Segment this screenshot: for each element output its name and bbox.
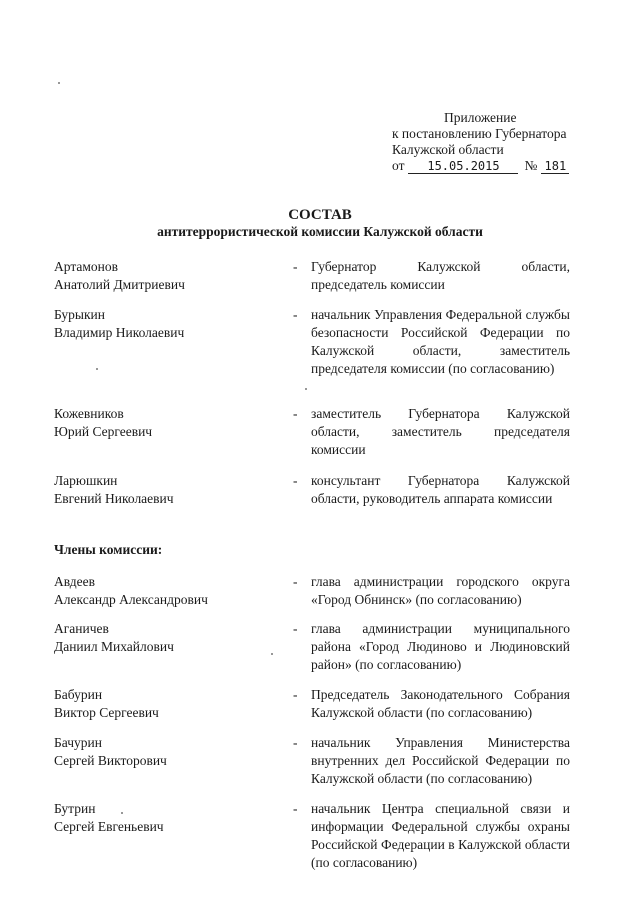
member-surname: Бутрин — [54, 801, 96, 816]
entry-dash: - — [293, 307, 298, 322]
member-name — [54, 800, 284, 836]
appendix-block — [392, 110, 569, 174]
member-surname: Ларюшкин — [54, 473, 118, 488]
member-surname: Бабурин — [54, 687, 103, 702]
document-title: СОСТАВ — [288, 207, 352, 223]
member-given-name: Даниил Михайлович — [54, 639, 174, 654]
entry-dash: - — [293, 406, 298, 421]
member-name — [54, 573, 284, 609]
member-name — [54, 620, 284, 656]
member-given-name: Евгений Николаевич — [54, 491, 174, 506]
member-given-name: Владимир Николаевич — [54, 325, 185, 340]
member-name — [54, 258, 284, 294]
appendix-title: Приложение — [444, 110, 517, 125]
member-role: Председатель Законодательного Собрания Калужской области (по согласованию) — [311, 687, 570, 720]
member-role: заместитель Губернатора Калужской области, заместитель председателя комиссии — [311, 406, 570, 457]
member-name — [54, 686, 284, 722]
member-name — [54, 472, 284, 508]
member-given-name: Анатолий Дмитриевич — [54, 277, 185, 292]
member-role: начальник Управления Федеральной службы безопасности Российской Федерации по Калужской области, заместитель председателя комиссии (по согласованию) — [311, 307, 570, 376]
scan-speck — [305, 388, 307, 390]
member-role: консультант Губернатора Калужской области, руководитель аппарата комиссии — [311, 473, 570, 506]
member-surname: Артамонов — [54, 259, 119, 274]
member-surname: Бурыкин — [54, 307, 105, 322]
entry-dash: - — [293, 621, 298, 636]
member-given-name: Александр Александрович — [54, 592, 208, 607]
scan-speck — [96, 368, 98, 370]
entry-dash: - — [293, 259, 298, 274]
entry-dash: - — [293, 801, 298, 816]
member-surname: Кожевников — [54, 406, 124, 421]
member-surname: Авдеев — [54, 574, 96, 589]
member-surname: Бачурин — [54, 735, 102, 750]
member-given-name: Сергей Викторович — [54, 753, 167, 768]
entry-dash: - — [293, 574, 298, 589]
scan-speck — [58, 82, 60, 84]
member-name — [54, 405, 284, 441]
member-surname: Аганичев — [54, 621, 109, 636]
member-name — [54, 734, 284, 770]
entry-dash: - — [293, 473, 298, 488]
appendix-region: Калужской области — [392, 142, 504, 157]
member-given-name: Юрий Сергеевич — [54, 424, 153, 439]
appendix-reference: к постановлению Губернатора — [392, 126, 567, 141]
member-role: начальник Центра специальной связи и информации Федеральной службы охраны Российской Федерации в Калужской области (по согласованию) — [311, 801, 570, 870]
decree-number: 181 — [541, 160, 569, 174]
member-role: Губернатор Калужской области, председатель комиссии — [311, 259, 570, 292]
appendix-date-line — [392, 158, 569, 174]
decree-date: 15.05.2015 — [408, 160, 518, 174]
member-role: глава администрации городского округа «Город Обнинск» (по согласованию) — [311, 574, 570, 607]
members-heading: Члены комиссии: — [54, 542, 163, 557]
document-subtitle: антитеррористической комиссии Калужской области — [157, 224, 483, 239]
member-given-name: Сергей Евгеньевич — [54, 819, 164, 834]
member-role: начальник Управления Министерства внутренних дел Российской Федерации по Калужской области (по согласованию) — [311, 735, 570, 786]
entry-dash: - — [293, 687, 298, 702]
date-prefix: от — [392, 158, 405, 173]
member-name — [54, 306, 284, 342]
number-sign: № — [524, 158, 538, 173]
entry-dash: - — [293, 735, 298, 750]
member-role: глава администрации муниципального района «Город Людиново и Людиновский район» (по согласованию) — [311, 621, 570, 672]
member-given-name: Виктор Сергеевич — [54, 705, 159, 720]
